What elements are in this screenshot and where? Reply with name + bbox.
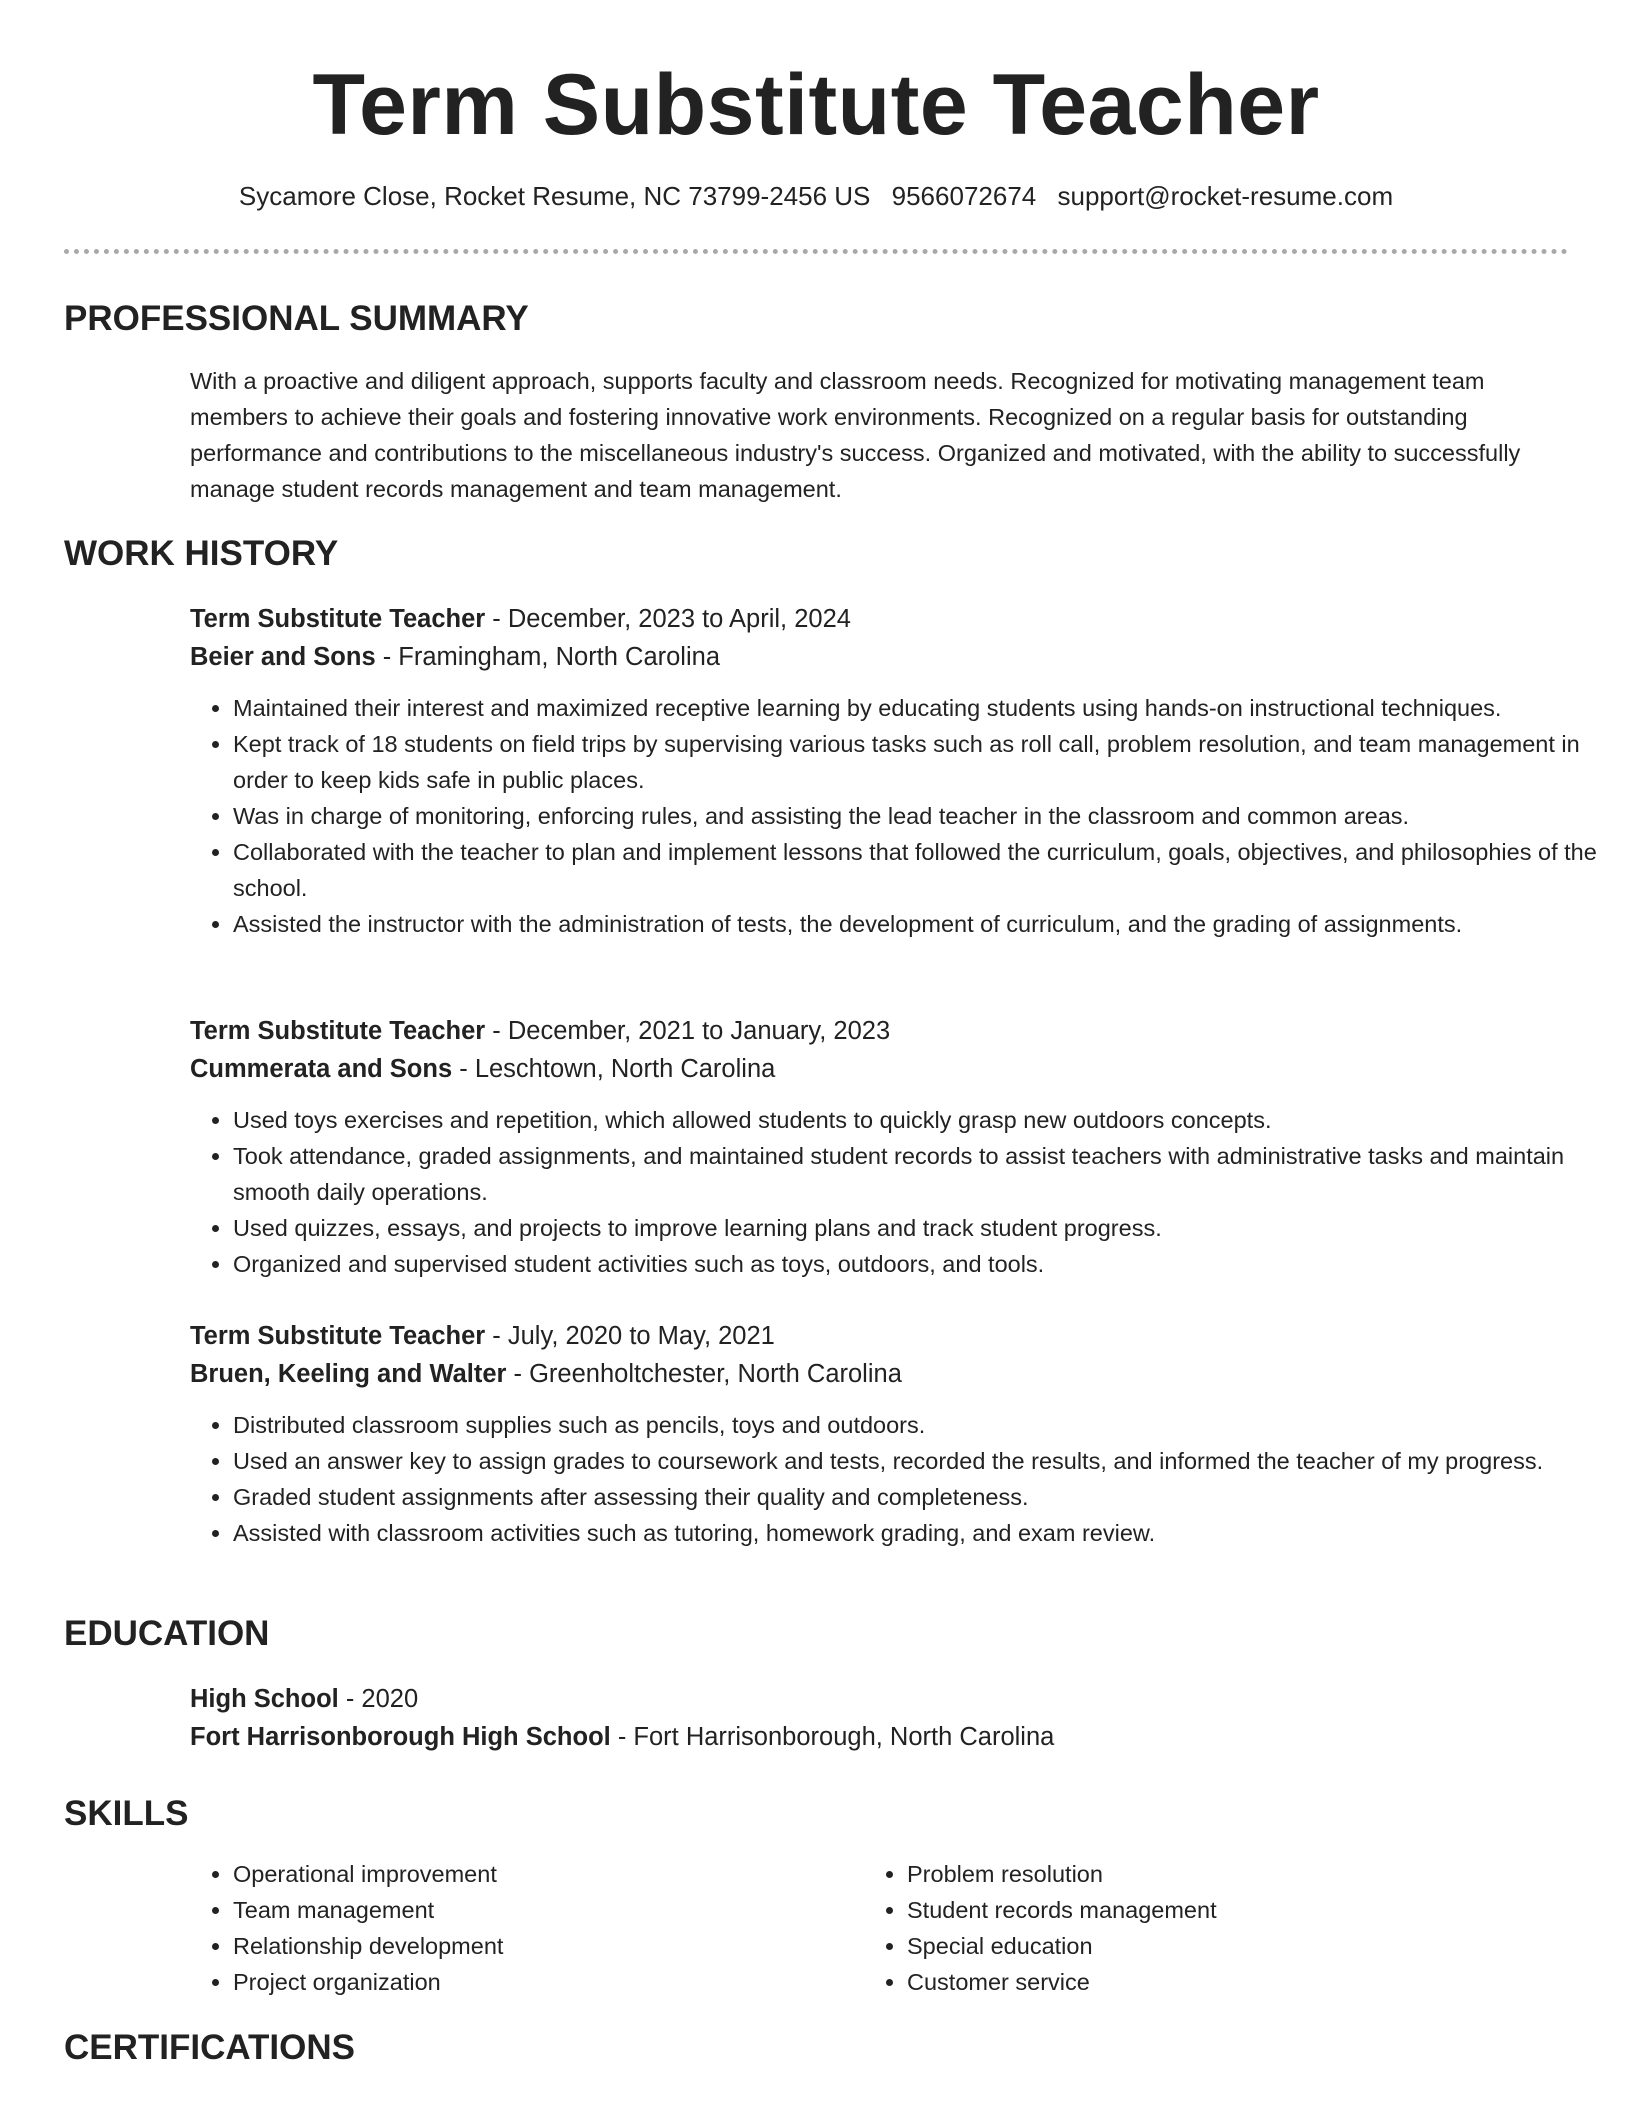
job-dates: - July, 2020 to May, 2021 [485,1322,775,1350]
job-company-line [190,638,1570,676]
skills-list-right [864,1856,1567,2000]
job-title: Term Substitute Teacher [190,1322,486,1350]
education-degree-line [190,1680,1570,1718]
education-school: Fort Harrisonborough High School [190,1723,611,1751]
job-company: Bruen, Keeling and Walter [190,1360,507,1388]
contact-phone: 9566072674 [891,181,1037,211]
list-item: • Kept track of 18 students on field trips by supervising various tasks such as roll call, problem resolution, and team management in order to keep kids safe in public places. [233,726,1613,798]
job-company-line [190,1050,1570,1088]
education-school-line [190,1718,1570,1756]
list-item: • Used quizzes, essays, and projects to improve learning plans and track student progress. [233,1210,1613,1246]
education-degree: High School [190,1685,339,1713]
skill-item: • Student records management [907,1892,1567,1928]
list-item: • Took attendance, graded assignments, and maintained student records to assist teachers with administrative tasks and maintain smooth daily operations. [233,1138,1613,1210]
list-item: • Organized and supervised student activities such as toys, outdoors, and tools. [233,1246,1613,1282]
job-location: - Framingham, North Carolina [375,643,721,671]
skill-item: • Team management [233,1892,863,1928]
summary-text: With a proactive and diligent approach, supports faculty and classroom needs. Recognized for motivating management team members to achieve their goals and fostering innovative work environments. Recognized on a regular basis for outstanding performance and contributions to the miscellaneous industry's success. Organized and motivated, with the ability to successfully manage student records management and team management. [190,368,1521,502]
list-item: • Collaborated with the teacher to plan and implement lessons that followed the curriculum, goals, objectives, and philosophies of the school. [233,834,1613,906]
skills-list-left [190,1856,863,2000]
job-title-line [190,600,1570,638]
job-location: - Leschtown, North Carolina [452,1055,776,1083]
job-location: - Greenholtchester, North Carolina [506,1360,902,1388]
section-title-summary: PROFESSIONAL SUMMARY [64,299,529,338]
skill-item: • Relationship development [233,1928,863,1964]
job-dates: - December, 2023 to April, 2024 [485,605,851,633]
section-title-work-history: WORK HISTORY [64,534,339,573]
contact-line [0,178,1632,214]
job-dates: - December, 2021 to January, 2023 [485,1017,891,1045]
list-item: • Assisted with classroom activities such as tutoring, homework grading, and exam review. [233,1515,1613,1551]
skill-item: • Special education [907,1928,1567,1964]
job-company-line [190,1355,1570,1393]
list-item: • Distributed classroom supplies such as pencils, toys and outdoors. [233,1407,1613,1443]
job-bullets [190,690,1613,942]
job-bullets [190,1407,1613,1551]
section-title-education: EDUCATION [64,1614,270,1653]
list-item: • Assisted the instructor with the administration of tests, the development of curriculum, and the grading of assignments. [233,906,1613,942]
skill-item: • Customer service [907,1964,1567,2000]
resume-name: Term Substitute Teacher [312,57,1320,153]
job-title-line [190,1012,1570,1050]
job-bullets [190,1102,1613,1282]
section-title-certifications: CERTIFICATIONS [64,2028,356,2067]
job-company: Cummerata and Sons [190,1055,453,1083]
education-year: - 2020 [338,1685,419,1713]
job-title-line [190,1317,1570,1355]
job-company: Beier and Sons [190,643,376,671]
list-item: • Used toys exercises and repetition, which allowed students to quickly grasp new outdoors concepts. [233,1102,1613,1138]
header-divider [64,249,1568,254]
job-title: Term Substitute Teacher [190,605,486,633]
skill-item: • Operational improvement [233,1856,863,1892]
job-title: Term Substitute Teacher [190,1017,486,1045]
contact-email: support@rocket-resume.com [1057,181,1394,211]
list-item: • Used an answer key to assign grades to coursework and tests, recorded the results, and informed the teacher of my progress. [233,1443,1613,1479]
contact-address: Sycamore Close, Rocket Resume, NC 73799-2456 US [238,181,871,211]
section-title-skills: SKILLS [64,1794,189,1833]
list-item: • Was in charge of monitoring, enforcing rules, and assisting the lead teacher in the classroom and common areas. [233,798,1613,834]
list-item: • Maintained their interest and maximized receptive learning by educating students using hands-on instructional techniques. [233,690,1613,726]
list-item: • Graded student assignments after assessing their quality and completeness. [233,1479,1613,1515]
skill-item: • Problem resolution [907,1856,1567,1892]
skill-item: • Project organization [233,1964,863,2000]
education-location: - Fort Harrisonborough, North Carolina [610,1723,1055,1751]
